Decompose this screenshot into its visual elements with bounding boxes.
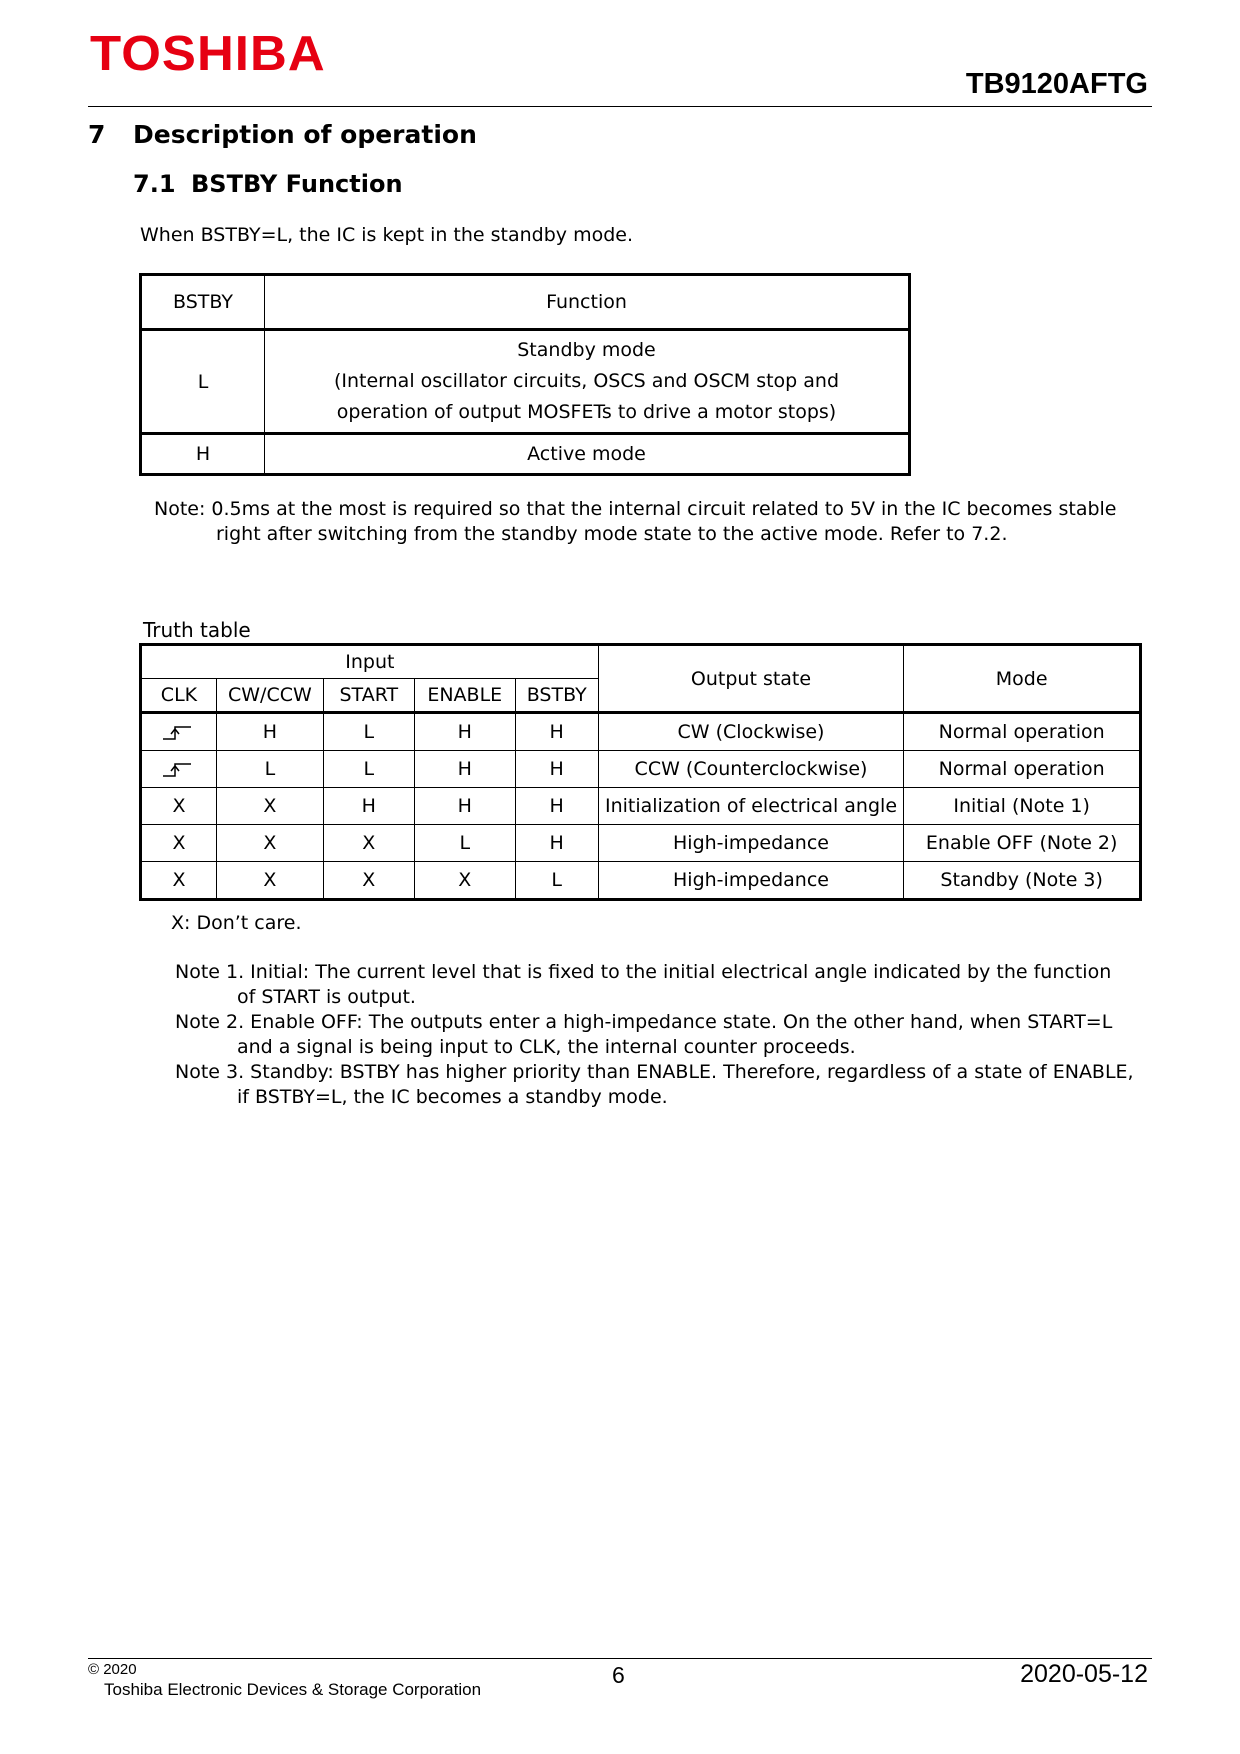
cwccw-cell: L bbox=[216, 751, 323, 788]
part-number: TB9120AFTG bbox=[965, 68, 1148, 100]
table-header-row bbox=[141, 645, 1141, 679]
output-state-cell: CW (Clockwise) bbox=[598, 713, 904, 751]
output-state-cell: High-impedance bbox=[598, 825, 904, 862]
function-line: operation of output MOSFETs to drive a motor stops) bbox=[336, 401, 837, 423]
clk-cell bbox=[141, 751, 217, 788]
subsection-title: BSTBY Function bbox=[191, 170, 403, 198]
bstby-cell: L bbox=[515, 862, 598, 900]
footer-copyright: © 2020 bbox=[88, 1661, 137, 1678]
function-description bbox=[265, 330, 910, 434]
function-line: Standby mode bbox=[517, 339, 656, 361]
footer-divider bbox=[88, 1658, 1152, 1659]
clk-cell: X bbox=[141, 825, 217, 862]
bstby-cell: H bbox=[515, 825, 598, 862]
standby-note bbox=[154, 497, 1134, 547]
truth-table bbox=[139, 643, 1142, 901]
footer-corporation: Toshiba Electronic Devices & Storage Corporation bbox=[104, 1680, 482, 1699]
enable-cell: H bbox=[414, 751, 515, 788]
truth-table-notes bbox=[175, 960, 1135, 1110]
enable-cell: H bbox=[414, 713, 515, 751]
cwccw-cell: X bbox=[216, 788, 323, 825]
header-start: START bbox=[323, 679, 414, 713]
table-row bbox=[141, 788, 1141, 825]
clk-cell bbox=[141, 713, 217, 751]
mode-cell: Normal operation bbox=[904, 713, 1141, 751]
output-state-cell: CCW (Counterclockwise) bbox=[598, 751, 904, 788]
table-row bbox=[141, 825, 1141, 862]
start-cell: L bbox=[323, 751, 414, 788]
table-row bbox=[141, 330, 910, 434]
cwccw-cell: X bbox=[216, 862, 323, 900]
dont-care-legend: X: Don’t care. bbox=[171, 912, 302, 934]
cwccw-cell: H bbox=[216, 713, 323, 751]
enable-cell: H bbox=[414, 788, 515, 825]
table-row bbox=[141, 434, 910, 475]
mode-cell: Normal operation bbox=[904, 751, 1141, 788]
subsection-number: 7.1 bbox=[133, 170, 176, 198]
section-number: 7 bbox=[88, 120, 106, 149]
subsection-heading bbox=[133, 170, 403, 198]
header-enable: ENABLE bbox=[414, 679, 515, 713]
start-cell: H bbox=[323, 788, 414, 825]
mode-cell: Enable OFF (Note 2) bbox=[904, 825, 1141, 862]
bstby-cell: H bbox=[515, 788, 598, 825]
output-state-cell: High-impedance bbox=[598, 862, 904, 900]
truth-table-caption: Truth table bbox=[143, 618, 251, 642]
page-number: 6 bbox=[612, 1662, 625, 1688]
function-description: Active mode bbox=[265, 434, 910, 475]
cwccw-cell: X bbox=[216, 825, 323, 862]
note-3: Note 3. Standby: BSTBY has higher priority than ENABLE. Therefore, regardless of a state of ENABLE, if BSTBY=L, the IC becomes a standby mode. bbox=[175, 1061, 1134, 1108]
table-header-row bbox=[141, 275, 910, 330]
start-cell: X bbox=[323, 862, 414, 900]
start-cell: L bbox=[323, 713, 414, 751]
note-text: Note: 0.5ms at the most is required so that the internal circuit related to 5V in the IC becomes stable right after switching from the standby mode state to the active mode. Refer to 7.2. bbox=[154, 498, 1117, 545]
header-clk: CLK bbox=[141, 679, 217, 713]
section-heading bbox=[88, 120, 477, 149]
bstby-cell: H bbox=[515, 751, 598, 788]
note-2: Note 2. Enable OFF: The outputs enter a high-impedance state. On the other hand, when START=L and a signal is being input to CLK, the internal counter proceeds. bbox=[175, 1011, 1113, 1058]
intro-paragraph: When BSTBY=L, the IC is kept in the standby mode. bbox=[140, 224, 634, 246]
enable-cell: L bbox=[414, 825, 515, 862]
section-title: Description of operation bbox=[133, 120, 477, 149]
table-row bbox=[141, 713, 1141, 751]
start-cell: X bbox=[323, 825, 414, 862]
mode-cell: Initial (Note 1) bbox=[904, 788, 1141, 825]
function-line: (Internal oscillator circuits, OSCS and OSCM stop and bbox=[333, 370, 840, 392]
note-1: Note 1. Initial: The current level that is fixed to the initial electrical angle indicated by the function of START is output. bbox=[175, 961, 1112, 1008]
header-input: Input bbox=[141, 645, 599, 679]
footer-date: 2020-05-12 bbox=[1020, 1660, 1148, 1688]
rising-edge-icon bbox=[161, 760, 197, 780]
rising-edge-icon bbox=[161, 723, 197, 743]
toshiba-logo: TOSHIBA bbox=[90, 27, 326, 81]
header-divider bbox=[88, 106, 1152, 107]
table-row bbox=[141, 751, 1141, 788]
table-row bbox=[141, 862, 1141, 900]
mode-cell: Standby (Note 3) bbox=[904, 862, 1141, 900]
enable-cell: X bbox=[414, 862, 515, 900]
header-cwccw: CW/CCW bbox=[216, 679, 323, 713]
bstby-cell: H bbox=[515, 713, 598, 751]
clk-cell: X bbox=[141, 862, 217, 900]
bstby-value: L bbox=[141, 330, 265, 434]
header-output-state: Output state bbox=[598, 645, 904, 713]
clk-cell: X bbox=[141, 788, 217, 825]
header-bstby: BSTBY bbox=[141, 275, 265, 330]
header-mode: Mode bbox=[904, 645, 1141, 713]
bstby-function-table bbox=[139, 273, 911, 476]
output-state-cell: Initialization of electrical angle bbox=[598, 788, 904, 825]
header-bstby: BSTBY bbox=[515, 679, 598, 713]
bstby-value: H bbox=[141, 434, 265, 475]
header-function: Function bbox=[265, 275, 910, 330]
